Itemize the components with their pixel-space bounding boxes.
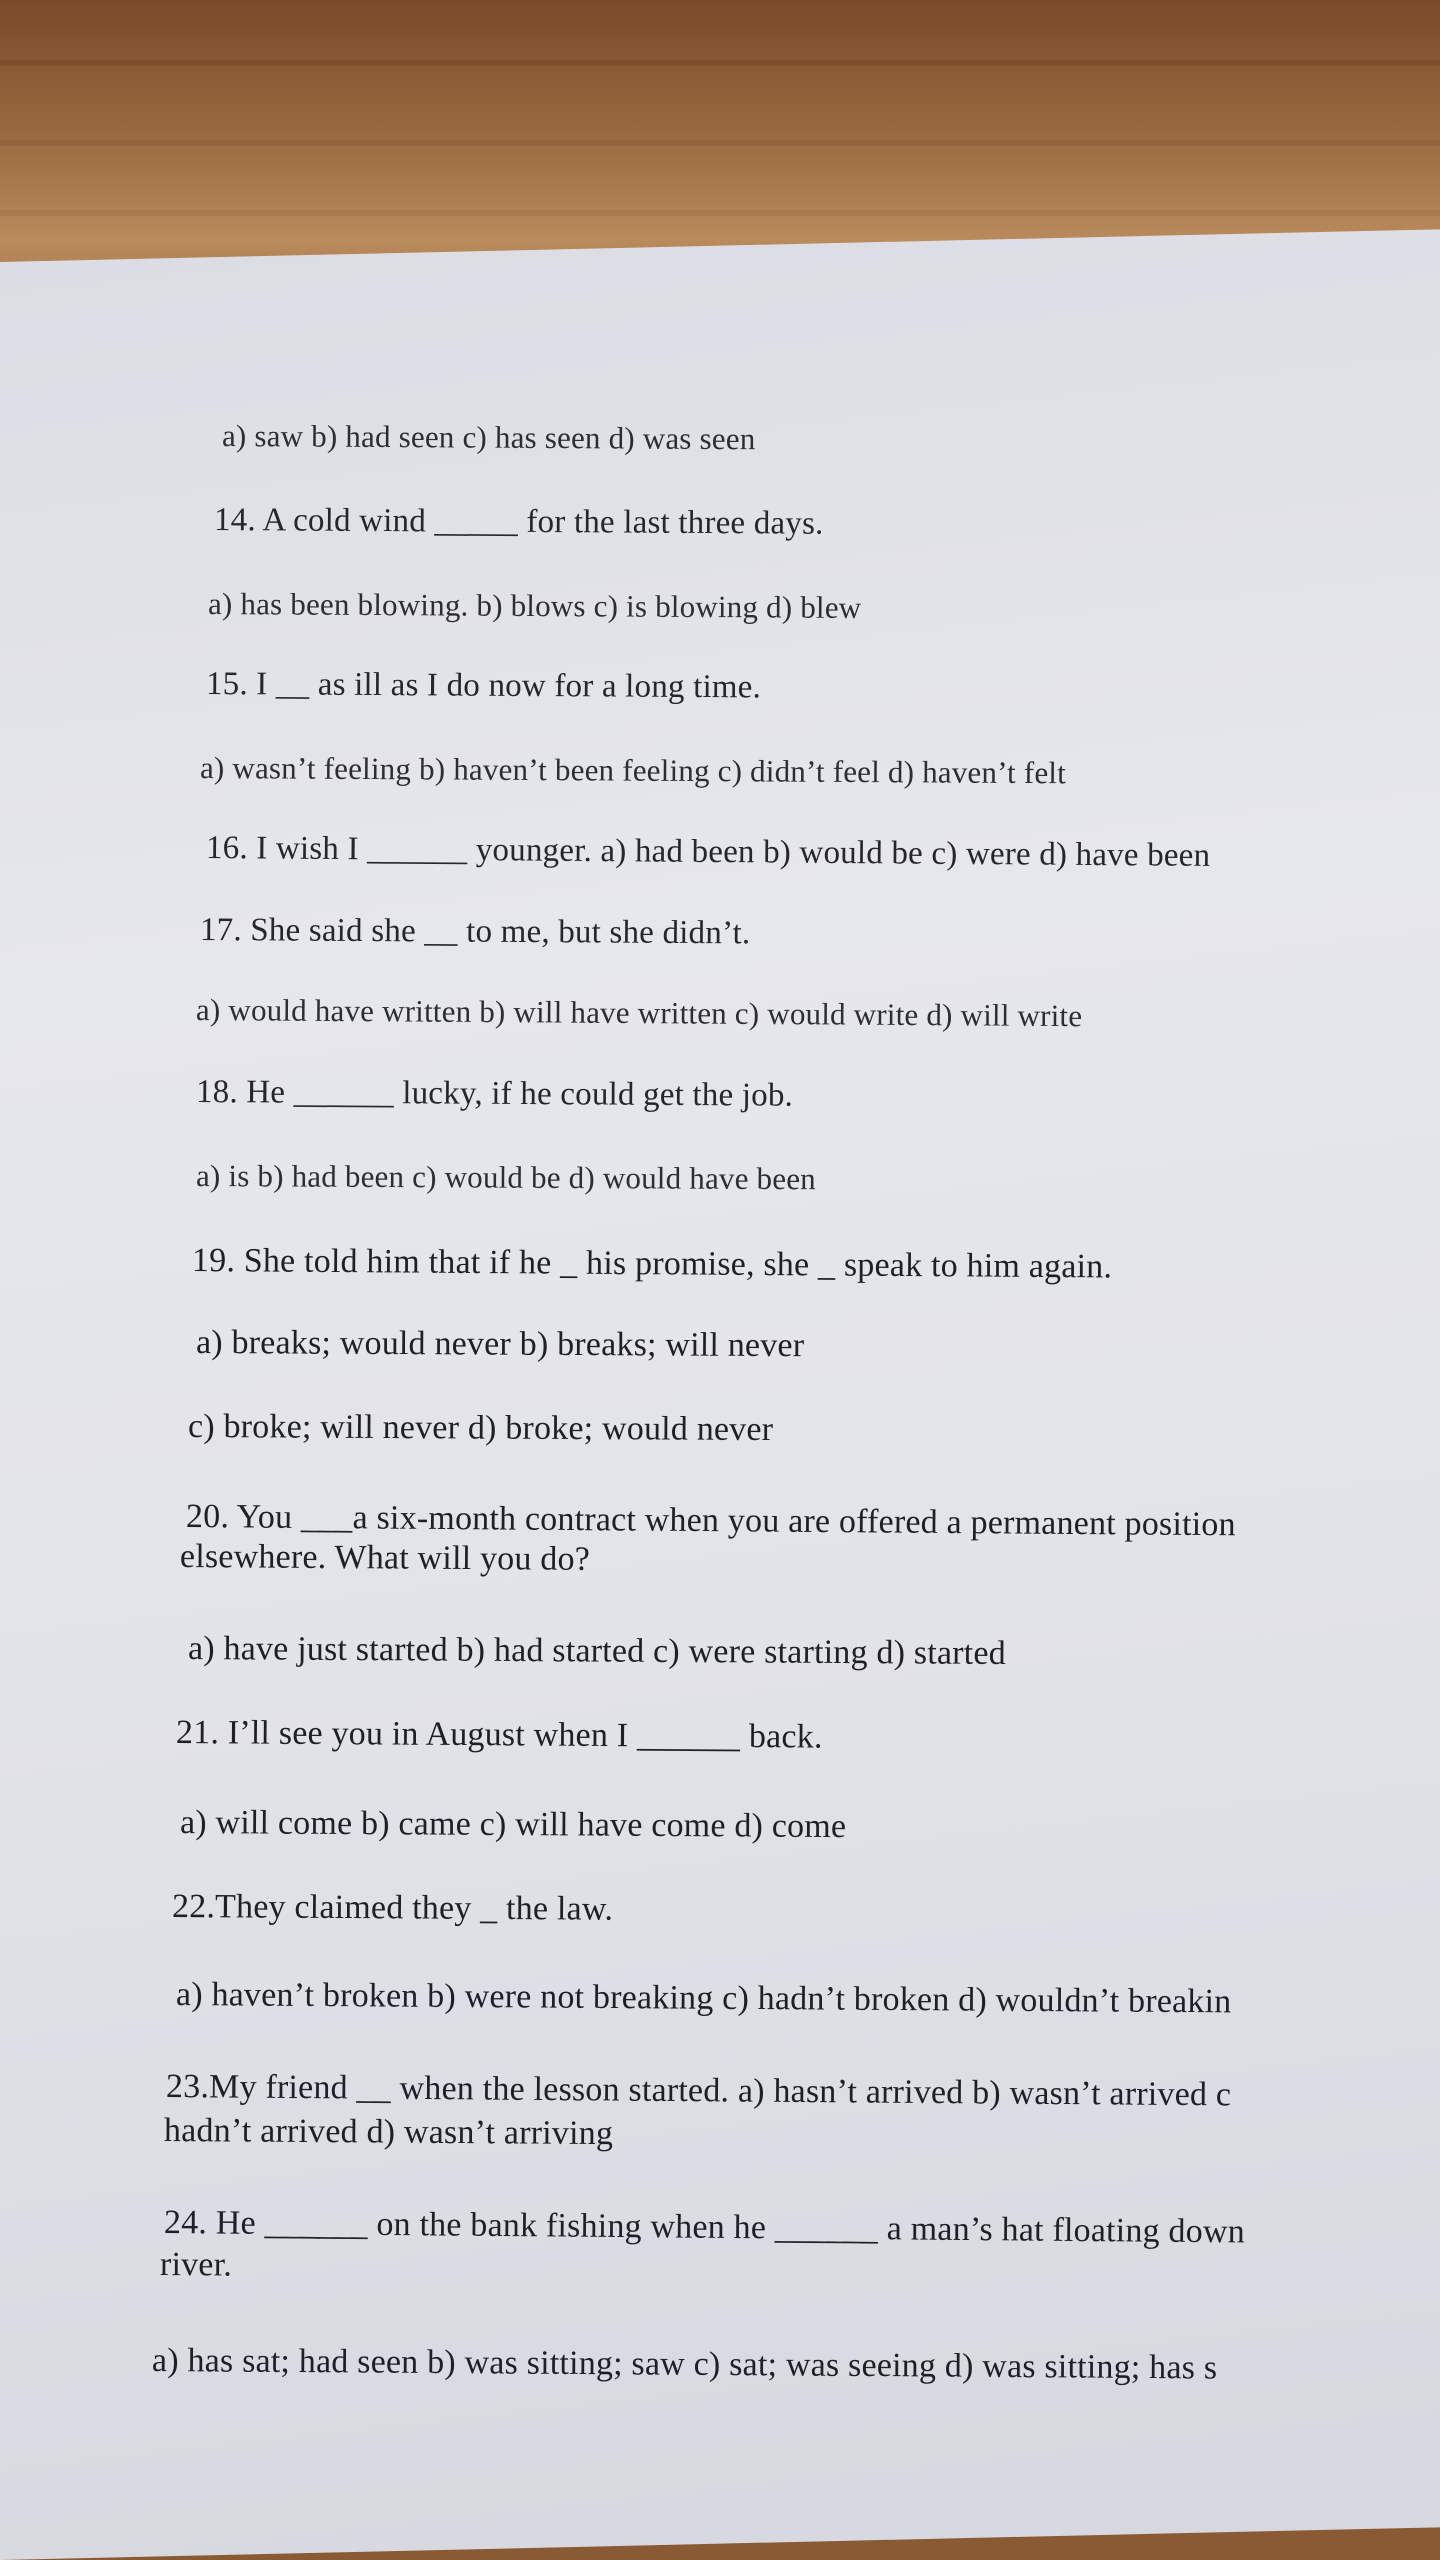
question-20: 20. You ___a six-month contract when you are offered a permanent position [185, 1498, 1236, 1544]
answer-line-19a: a) breaks; would never b) breaks; will never [195, 1324, 805, 1365]
question-15: 15. I __ as ill as I do now for a long time. [205, 666, 762, 706]
answer-line-15: a) wasn’t feeling b) haven’t been feeling c) didn’t feel d) haven’t felt [199, 750, 1067, 791]
answer-line-18: a) is b) had been c) would be d) would have been [195, 1158, 817, 1197]
answer-line-21: a) will come b) came c) will have come d) come [179, 1804, 847, 1846]
question-19: 19. She told him that if he _ his promise, she _ speak to him again. [191, 1242, 1113, 1286]
answer-line-20: a) have just started b) had started c) were starting d) started [187, 1630, 1007, 1672]
question-22: 22.They claimed they _ the law. [171, 1888, 614, 1928]
answer-line-23: hadn’t arrived d) wasn’t arriving [163, 2112, 614, 2153]
question-14: 14. A cold wind _____ for the last three days. [213, 502, 824, 542]
answer-line-22: a) haven’t broken b) were not breaking c) hadn’t broken d) wouldn’t breakin [175, 1976, 1232, 2021]
answer-line-17: a) would have written b) will have written c) would write d) will write [195, 992, 1083, 1034]
answer-line-19b: c) broke; will never d) broke; would never [187, 1408, 774, 1449]
question-20-cont: elsewhere. What will you do? [179, 1538, 591, 1578]
answer-line-14: a) has been blowing. b) blows c) is blowing d) blew [207, 586, 862, 625]
answer-line-13: a) saw b) had seen c) has seen d) was seen [221, 418, 756, 457]
question-21: 21. I’ll see you in August when I ______ back. [175, 1714, 823, 1756]
answer-line-24: a) has sat; had seen b) was sitting; saw c) sat; was seeing d) was sitting; has s [151, 2342, 1218, 2387]
question-24-cont: river. [159, 2246, 233, 2284]
question-17: 17. She said she __ to me, but she didn’t. [199, 912, 751, 952]
question-24: 24. He ______ on the bank fishing when he ______ a man’s hat floating down [163, 2204, 1246, 2251]
question-18: 18. He ______ lucky, if he could get the job. [195, 1074, 794, 1114]
question-16: 16. I wish I ______ younger. a) had been b) would be c) were d) have been [205, 830, 1211, 874]
question-23: 23.My friend __ when the lesson started. a) hasn’t arrived b) wasn’t arrived c [165, 2068, 1232, 2114]
